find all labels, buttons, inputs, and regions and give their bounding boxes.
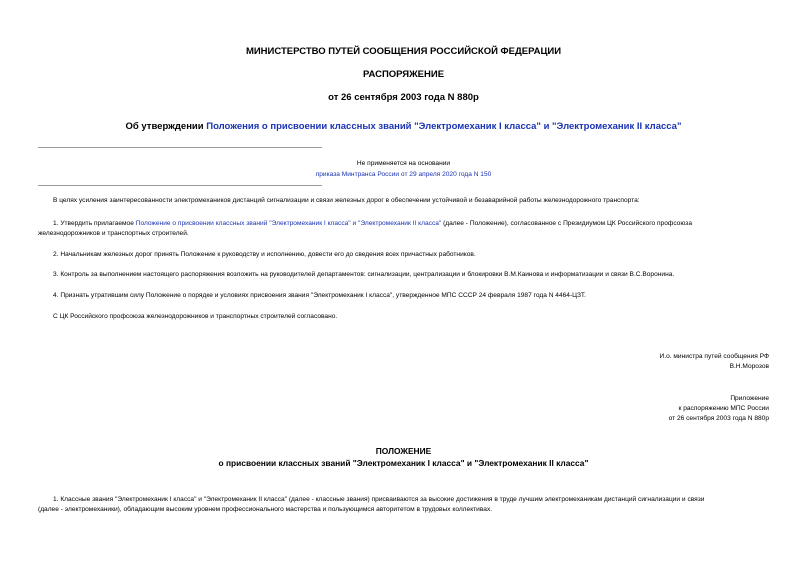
- regulation-paragraph-1: 1. Классные звания "Электромеханик I класса" и "Электромеханик II класса" (далее - классные звания) присваиваются за высокие достижения в труде лучшим электромеханикам дистанций сигнализации и связи: [53, 496, 705, 503]
- title-prefix: Об утверждении: [125, 121, 207, 132]
- notice-order-link[interactable]: приказа Минтранса России от 29 апреля 2020 года N 150: [315, 171, 492, 178]
- paragraph-3: 3. Контроль за выполнением настоящего распоряжения возложить на руководителей департаментов: сигнализации, централизации и блокировки В.М.Каинова и информатизации и связи В.С.Воронина.: [53, 271, 675, 278]
- intro-paragraph: В целях усиления заинтересованности электромехаников дистанций сигнализации и связи железных дорог в обеспечении устойчивой и безаварийной работы железнодорожного транспорта:: [53, 197, 640, 204]
- paragraph-4: 4. Признать утратившим силу Положение о порядке и условиях присвоения звания "Электромеханик I класса", утвержденное МПС СССР 24 февраля 1987 года N 4464-ЦЗТ.: [53, 292, 586, 299]
- paragraph-2: 2. Начальникам железных дорог принять Положение к руководству и исполнению, довести его до сведения всех причастных работников.: [53, 251, 476, 258]
- regulation-subtitle: о присвоении классных званий "Электромеханик I класса" и "Электромеханик II класса": [218, 458, 589, 468]
- signatory-name: В.Н.Морозов: [729, 363, 769, 370]
- divider-top: [38, 147, 322, 148]
- document-date: от 26 сентября 2003 года N 880р: [328, 92, 479, 103]
- regulation-title: ПОЛОЖЕНИЕ: [375, 446, 432, 456]
- document-title: [0, 121, 807, 132]
- appendix-reference: к распоряжению МПС России: [678, 405, 769, 412]
- divider-bottom: [38, 185, 322, 186]
- appendix-label: Приложение: [730, 395, 769, 402]
- notice-text: Не применяется на основании: [356, 160, 451, 167]
- paragraph-1-end: (далее - Положение), согласованное с Президиумом ЦК Российского профсоюза: [441, 220, 692, 227]
- document-type: РАСПОРЯЖЕНИЕ: [362, 69, 445, 80]
- signatory-position: И.о. министра путей сообщения РФ: [659, 353, 769, 360]
- paragraph-1-start: 1. Утвердить прилагаемое: [53, 220, 136, 227]
- paragraph-1-continuation: железнодорожников и транспортных строителей.: [38, 230, 189, 237]
- ministry-heading: МИНИСТЕРСТВО ПУТЕЙ СООБЩЕНИЯ РОССИЙСКОЙ ФЕДЕРАЦИИ: [245, 46, 562, 57]
- appendix-date: от 26 сентября 2003 года N 880р: [668, 415, 769, 422]
- title-regulation-link[interactable]: Положения о присвоении классных званий "Электромеханик I класса" и "Электромеханик II класса": [206, 121, 682, 132]
- agreement-line: С ЦК Российского профсоюза железнодорожников и транспортных строителей согласовано.: [53, 313, 338, 320]
- regulation-paragraph-1-continuation: (далее - электромеханики), обладающим высоким уровнем профессионального мастерства и пользующимся авторитетом в трудовых коллективах.: [38, 506, 493, 513]
- regulation-link[interactable]: Положение о присвоении классных званий "Электромеханик I класса" и "Электромеханик II класса": [135, 220, 442, 227]
- paragraph-1: [53, 219, 773, 229]
